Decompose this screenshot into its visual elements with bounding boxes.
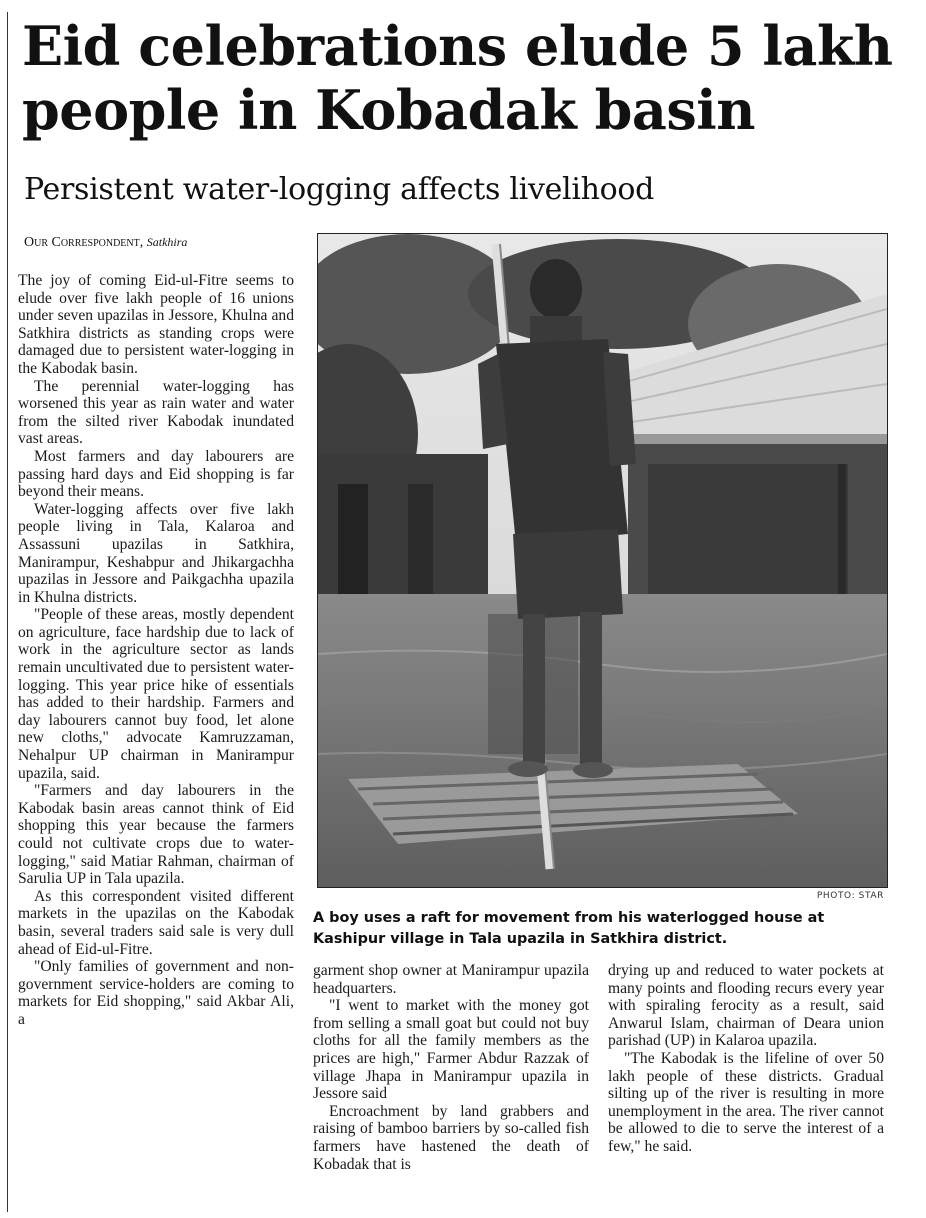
paragraph: The joy of coming Eid-ul-Fitre seems to elude over five lakh people of 16 unions under seven upazilas in Jessore, Khulna and Satkhira districts as standing crops were damaged due to persistent water-logging in the Kabodak basin. <box>18 272 294 377</box>
paragraph: "Farmers and day labourers in the Kabodak basin areas cannot think of Eid shopping this year because the farmers could not cultivate crops due to water-logging," said Matiar Rahman, chairman of Sarulia UP in Tala upazila. <box>18 782 294 888</box>
article-column-1 <box>18 272 294 1029</box>
article-column-2 <box>313 962 589 1173</box>
paragraph: "People of these areas, mostly dependent on agriculture, face hardship due to lack of work in the agriculture sector as lands remain uncultivated due to persistent water-logging. This year price hike of essentials has added to their hardship. Farmers and day labourers cannot buy food, let alone new cloths," advocate Kamruzzaman, Nehalpur UP chairman in Manirampur upazila, said. <box>18 606 294 782</box>
headline: Eid celebrations elude 5 lakh people in Kobadak basin <box>22 14 893 142</box>
byline <box>24 233 304 252</box>
paragraph: Encroachment by land grabbers and raising of bamboo barriers by so-called fish farmers have hastened the death of Kobadak that is <box>313 1102 589 1173</box>
paragraph: drying up and reduced to water pockets at many points and flooding recurs every year with spiraling ferocity as a result, said Anwarul Islam, chairman of Deara union parishad (UP) in Kalaroa upazila. <box>608 962 884 1050</box>
article-column-3 <box>608 962 884 1156</box>
paragraph: As this correspondent visited different markets in the upazilas on the Kabodak basin, several traders said sale is very dull ahead of Eid-ul-Fitre. <box>18 887 294 958</box>
left-column-rule <box>7 12 8 1212</box>
photo-credit: PHOTO: STAR <box>816 891 884 901</box>
byline-author: Our Correspondent, <box>24 235 144 250</box>
paragraph: "The Kabodak is the lifeline of over 50 lakh people of these districts. Gradual silting up of the river is resulting in more unemployment in the area. The river cannot be allowed to die to serve the interest of a few," he said. <box>608 1049 884 1155</box>
photo-caption: A boy uses a raft for movement from his waterlogged house at Kashipur village in Tala upazila in Satkhira district. <box>313 910 825 947</box>
paragraph: Most farmers and day labourers are passing hard days and Eid shopping is far beyond their means. <box>18 447 294 501</box>
paragraph: "I went to market with the money got from selling a small goat but could not buy cloths for all the family members as the prices are high," Farmer Abdur Razzak of village Jhapa in Manirampur upazila in Jessore said <box>313 997 589 1103</box>
byline-location: Satkhira <box>146 235 188 249</box>
subheadline: Persistent water-logging affects livelihood <box>24 172 655 207</box>
paragraph: "Only families of government and non-government service-holders are coming to markets for Eid shopping," said Akbar Ali, a <box>18 958 294 1028</box>
paragraph: Water-logging affects over five lakh people living in Tala, Kalaroa and Assassuni upazilas in Satkhira, Manirampur, Keshabpur and Jhikargachha upazilas in Jessore and Paikgachha upazila in Khulna districts. <box>18 500 294 606</box>
paragraph: The perennial water-logging has worsened this year as rain water and water from the silted river Kabodak inundated vast areas. <box>18 377 294 448</box>
paragraph: garment shop owner at Manirampur upazila headquarters. <box>313 962 589 997</box>
news-photo <box>317 233 888 888</box>
